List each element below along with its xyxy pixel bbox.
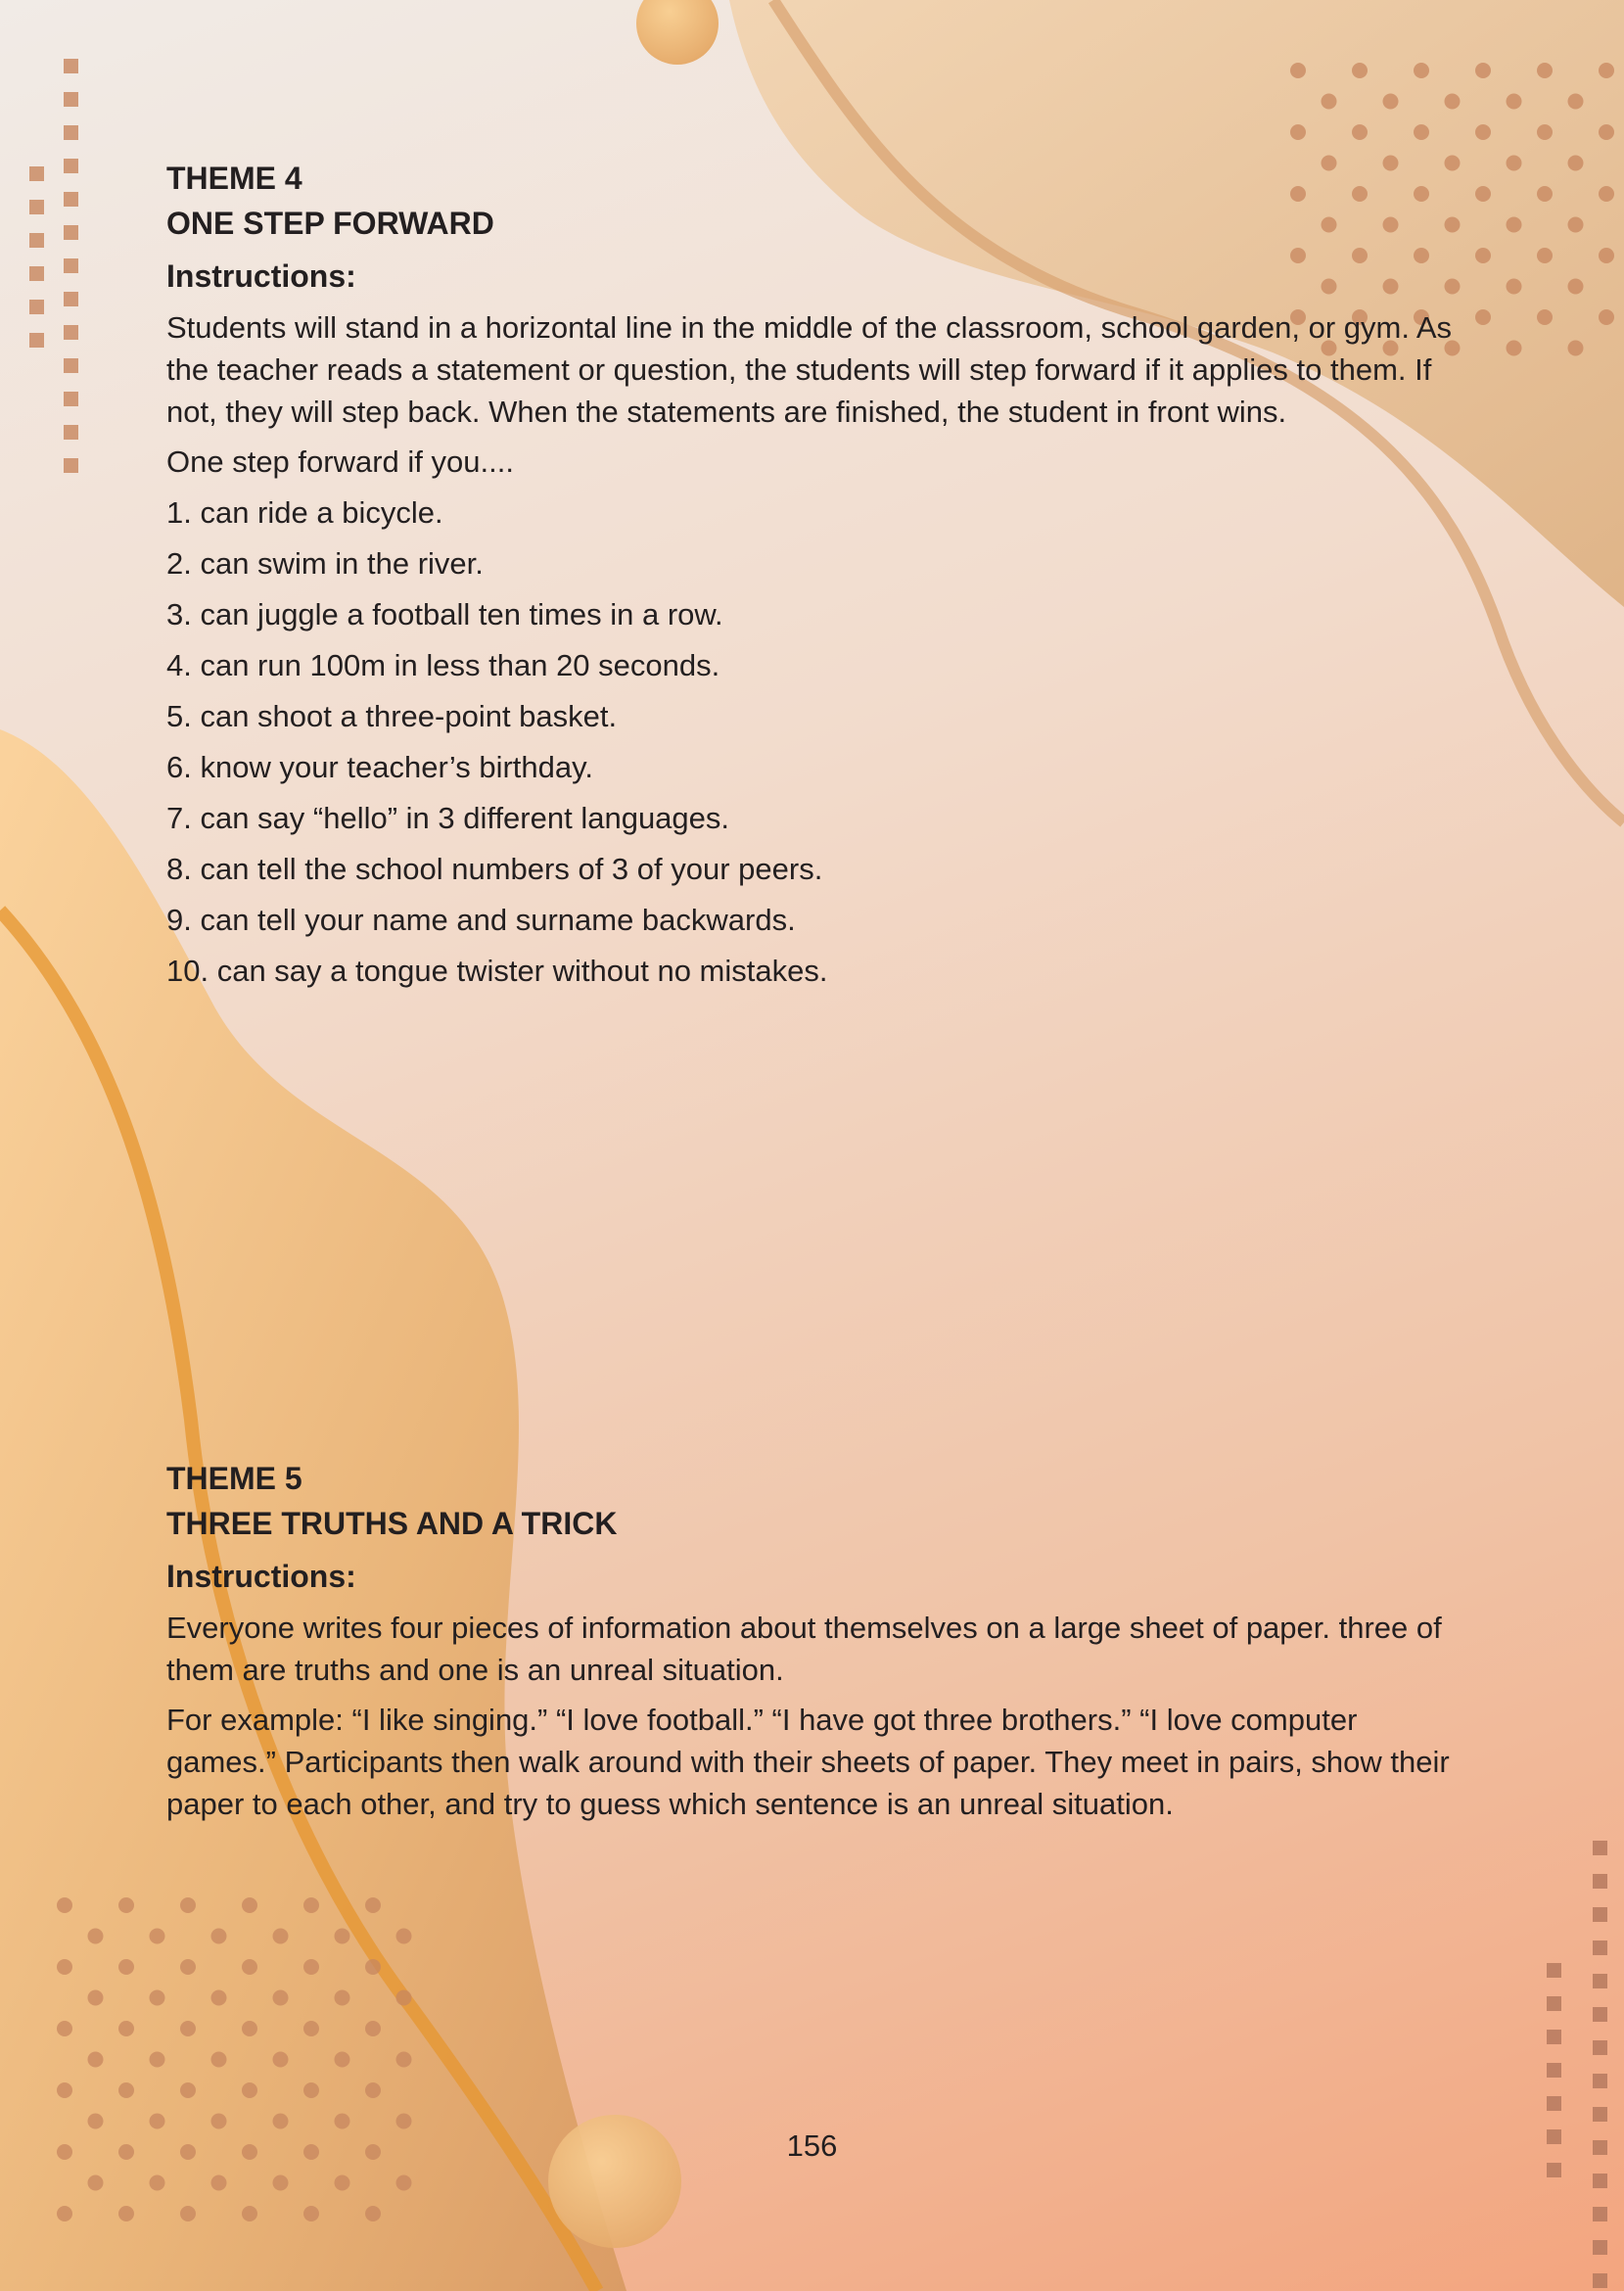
decor-dot <box>303 2021 319 2036</box>
decor-dot <box>1475 248 1491 263</box>
decor-square <box>64 59 78 73</box>
decor-dot <box>335 1929 350 1944</box>
decor-dot <box>303 2082 319 2098</box>
decor-square <box>1593 2040 1607 2055</box>
decor-dot <box>88 2175 104 2191</box>
list-item: 6. know your teacher’s birthday. <box>166 750 593 784</box>
decor-square <box>1547 2030 1561 2044</box>
decor-dot <box>242 2206 257 2221</box>
decor-dot <box>396 1929 412 1944</box>
decor-square <box>29 166 44 181</box>
decor-dot <box>118 2082 134 2098</box>
decor-dot <box>57 1959 72 1975</box>
square-pattern-left <box>29 59 78 473</box>
decor-dot <box>1475 186 1491 202</box>
decor-dot <box>88 2052 104 2068</box>
decor-dot <box>242 1897 257 1913</box>
decor-dot <box>1322 94 1337 110</box>
decor-dot <box>180 2206 196 2221</box>
decor-dot <box>57 1897 72 1913</box>
theme-4-lead: One step forward if you.... <box>166 444 514 479</box>
decor-dot <box>303 1959 319 1975</box>
decor-dot <box>1507 94 1522 110</box>
decor-dot <box>1568 279 1584 295</box>
decor-dot <box>1352 63 1368 78</box>
decor-dot <box>180 2021 196 2036</box>
decor-square <box>1593 2074 1607 2088</box>
decor-dot <box>118 2021 134 2036</box>
list-item: 10. can say a tongue twister without no mistakes. <box>166 954 828 988</box>
list-item: 4. can run 100m in less than 20 seconds. <box>166 648 720 682</box>
top-circle <box>636 0 719 65</box>
decor-dot <box>1537 124 1553 140</box>
decor-dot <box>1568 341 1584 356</box>
decor-square <box>64 425 78 440</box>
decor-dot <box>211 1990 227 2006</box>
decor-dot <box>57 2206 72 2221</box>
decor-dot <box>1507 341 1522 356</box>
decor-dot <box>211 2175 227 2191</box>
decor-square <box>64 125 78 140</box>
decor-square <box>1593 1841 1607 1855</box>
decor-dot <box>57 2021 72 2036</box>
decor-dot <box>365 1959 381 1975</box>
decor-dot <box>1568 156 1584 171</box>
decor-dot <box>242 2021 257 2036</box>
decor-dot <box>1290 63 1306 78</box>
decor-square <box>1593 1974 1607 1988</box>
theme-4-section <box>166 156 1459 992</box>
decor-dot <box>150 2052 165 2068</box>
list-item: 5. can shoot a three-point basket. <box>166 699 618 733</box>
decor-dot <box>211 2052 227 2068</box>
decor-dot <box>180 2082 196 2098</box>
theme-5-title: THREE TRUTHS AND A TRICK <box>166 1506 618 1541</box>
decor-dot <box>303 1897 319 1913</box>
decor-dot <box>1568 94 1584 110</box>
decor-dot <box>1599 248 1614 263</box>
decor-dot <box>1507 279 1522 295</box>
decor-square <box>64 392 78 406</box>
decor-dot <box>396 1990 412 2006</box>
decor-dot <box>242 1959 257 1975</box>
decor-dot <box>1475 124 1491 140</box>
list-item: 7. can say “hello” in 3 different languages. <box>166 801 730 835</box>
list-item: 3. can juggle a football ten times in a row. <box>166 597 723 631</box>
theme-4-statement-list <box>166 491 1459 992</box>
decor-dot <box>273 2052 289 2068</box>
decor-dot <box>396 2175 412 2191</box>
decor-square <box>1593 1907 1607 1922</box>
decor-dot <box>211 1929 227 1944</box>
decor-square <box>64 258 78 273</box>
decor-square <box>1593 2174 1607 2188</box>
decor-dot <box>1383 94 1399 110</box>
decor-dot <box>365 2021 381 2036</box>
decor-dot <box>396 2052 412 2068</box>
decor-square <box>64 292 78 306</box>
decor-dot <box>1414 124 1429 140</box>
list-item: 2. can swim in the river. <box>166 546 484 581</box>
decor-dot <box>273 2175 289 2191</box>
theme-5-instructions-label: Instructions: <box>166 1559 356 1594</box>
decor-square <box>29 233 44 248</box>
list-item: 1. can ride a bicycle. <box>166 495 443 530</box>
decor-square <box>64 358 78 373</box>
decor-dot <box>1599 63 1614 78</box>
decor-dot <box>1507 217 1522 233</box>
theme-5-label: THEME 5 <box>166 1461 302 1496</box>
decor-square <box>1593 1940 1607 1955</box>
decor-dot <box>335 2175 350 2191</box>
decor-square <box>1593 2007 1607 2022</box>
theme-5-paragraph-2: For example: “I like singing.” “I love football.” “I have got three brothers.” “I love computer games.” Participants then walk around with their sheets of paper. They meet in pairs, show their paper to each other, and try to guess which sentence is an unreal situation. <box>166 1703 1450 1821</box>
decor-square <box>29 200 44 214</box>
theme-4-title: ONE STEP FORWARD <box>166 206 494 241</box>
list-item: 8. can tell the school numbers of 3 of your peers. <box>166 852 823 886</box>
decor-dot <box>180 1959 196 1975</box>
decor-dot <box>1537 309 1553 325</box>
decor-dot <box>1475 63 1491 78</box>
decor-dot <box>273 1990 289 2006</box>
decor-dot <box>118 1959 134 1975</box>
decor-square <box>1593 2207 1607 2221</box>
decor-dot <box>1290 124 1306 140</box>
decor-square <box>64 159 78 173</box>
decor-dot <box>273 1929 289 1944</box>
decor-square <box>1547 2096 1561 2111</box>
theme-4-instructions-label: Instructions: <box>166 258 356 294</box>
theme-5-section <box>166 1456 1459 1825</box>
decor-dot <box>242 2082 257 2098</box>
decor-square <box>29 300 44 314</box>
decor-dot <box>150 1990 165 2006</box>
decor-square <box>64 458 78 473</box>
page-number: 156 <box>786 2128 838 2163</box>
decor-dot <box>1537 186 1553 202</box>
decor-square <box>1547 1996 1561 2011</box>
decor-dot <box>365 1897 381 1913</box>
list-item: 9. can tell your name and surname backwards. <box>166 903 796 937</box>
theme-4-label: THEME 4 <box>166 161 302 196</box>
decor-dot <box>88 1929 104 1944</box>
decor-dot <box>1414 63 1429 78</box>
decor-dot <box>365 2206 381 2221</box>
decor-dot <box>1599 309 1614 325</box>
decor-square <box>64 192 78 207</box>
decor-dot <box>150 2175 165 2191</box>
decor-dot <box>1352 124 1368 140</box>
decor-dot <box>180 1897 196 1913</box>
decor-square <box>64 325 78 340</box>
decor-square <box>1547 2063 1561 2078</box>
decor-dot <box>365 2082 381 2098</box>
decor-dot <box>1537 63 1553 78</box>
decor-dot <box>118 2206 134 2221</box>
theme-4-instructions-text: Students will stand in a horizontal line in the middle of the classroom, school garden, or gym. As the teacher reads a statement or question, the students will step forward if it applies to them. If not, they will step back. When the statements are finished, the student in front wins. <box>166 310 1453 429</box>
decor-square <box>64 92 78 107</box>
decor-dot <box>150 1929 165 1944</box>
decor-square <box>1593 2107 1607 2122</box>
decor-square <box>1593 1874 1607 1889</box>
decor-dot <box>303 2206 319 2221</box>
decor-dot <box>1475 309 1491 325</box>
decor-square <box>1593 2240 1607 2255</box>
decor-dot <box>1445 94 1461 110</box>
decor-dot <box>1537 248 1553 263</box>
decor-square <box>64 225 78 240</box>
decor-square <box>1547 1963 1561 1978</box>
decor-dot <box>1599 124 1614 140</box>
decor-dot <box>88 1990 104 2006</box>
decor-dot <box>57 2082 72 2098</box>
square-pattern-right <box>1547 1841 1607 2288</box>
decor-dot <box>335 1990 350 2006</box>
decor-square <box>29 333 44 348</box>
decor-dot <box>118 1897 134 1913</box>
decor-dot <box>1507 156 1522 171</box>
decor-dot <box>1568 217 1584 233</box>
decor-square <box>1593 2273 1607 2288</box>
decor-dot <box>335 2052 350 2068</box>
theme-5-paragraph-1: Everyone writes four pieces of information about themselves on a large sheet of paper. three of them are truths and one is an unreal situation. <box>166 1611 1442 1687</box>
decor-square <box>29 266 44 281</box>
decor-dot <box>1599 186 1614 202</box>
